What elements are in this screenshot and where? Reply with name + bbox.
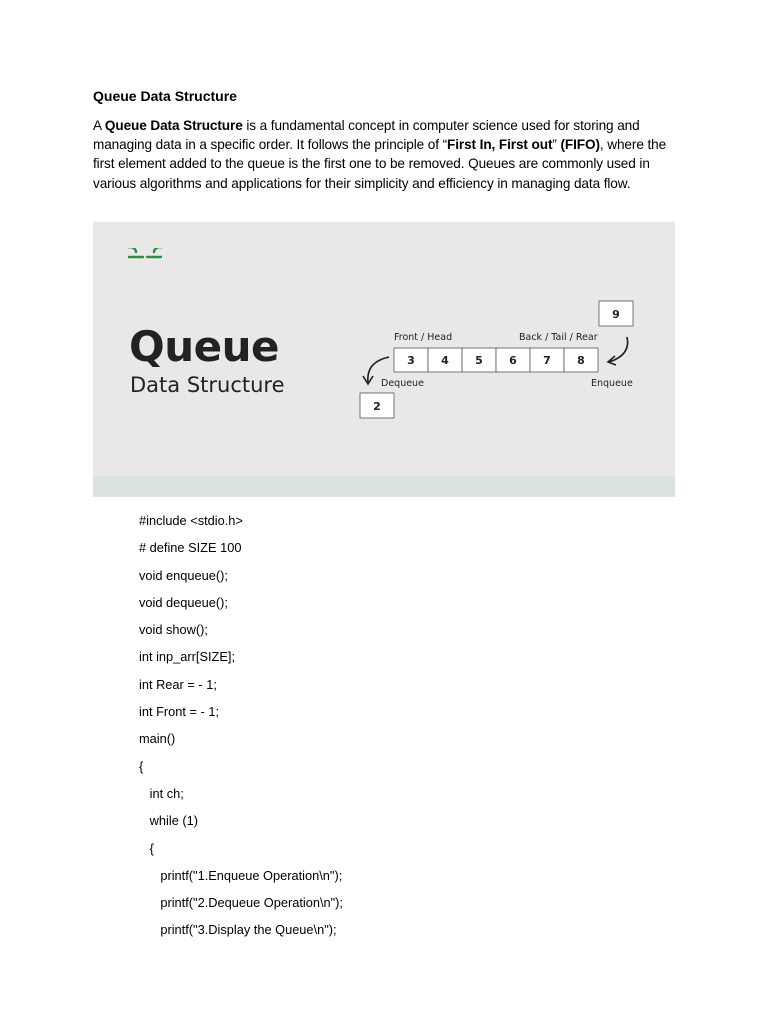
incoming-value: 9: [612, 308, 620, 321]
code-line: void enqueue();: [139, 567, 228, 583]
queue-cell-value: 7: [543, 354, 551, 367]
figure-title: Queue: [129, 322, 279, 371]
dequeue-label: Dequeue: [381, 378, 424, 389]
intro-text: A: [93, 118, 105, 133]
queue-cell: [462, 348, 496, 372]
queue-cells: [394, 348, 598, 372]
intro-paragraph: [93, 116, 678, 193]
code-line: void dequeue();: [139, 594, 228, 610]
code-line: printf("1.Enqueue Operation\n");: [139, 867, 343, 883]
queue-cell-value: 4: [441, 354, 449, 367]
page-title: Queue Data Structure: [93, 88, 237, 104]
code-line: while (1): [139, 813, 199, 829]
outgoing-box: [360, 393, 394, 418]
queue-cell-value: 8: [577, 354, 585, 367]
queue-cell-value: 6: [509, 354, 517, 367]
queue-cell-value: 5: [475, 354, 483, 367]
intro-bold-fifo: (FIFO): [560, 137, 600, 153]
code-line: printf("2.Dequeue Operation\n");: [139, 895, 343, 911]
front-label: Front / Head: [394, 332, 453, 343]
code-line: {: [139, 840, 154, 856]
code-line: int ch;: [139, 785, 184, 801]
code-line: int Front = - 1;: [139, 704, 220, 720]
queue-cell: [428, 348, 462, 372]
intro-text: ”: [552, 137, 561, 153]
code-line: printf("3.Display the Queue\n");: [139, 922, 337, 938]
enqueue-label: Enqueue: [591, 378, 633, 389]
back-label: Back / Tail / Rear: [519, 332, 598, 343]
code-line: int inp_arr[SIZE];: [139, 649, 236, 665]
intro-bold-principle: First In, First out: [447, 137, 553, 153]
incoming-box: [599, 301, 633, 326]
code-line: int Rear = - 1;: [139, 676, 217, 692]
code-line: {: [139, 758, 144, 774]
code-line: # define SIZE 100: [139, 540, 242, 556]
queue-cell-value: 3: [407, 354, 415, 367]
code-line: #include <stdio.h>: [139, 513, 243, 528]
intro-text: , where the first element added to the queue is the first one to be removed. Queues are commonly used in various algorithms and applications for their simplicity and efficiency in managing data flow.: [93, 137, 667, 191]
queue-cell: [496, 348, 530, 372]
queue-cell: [394, 348, 428, 372]
queue-cell: [530, 348, 564, 372]
intro-bold-term: Queue Data Structure: [104, 118, 243, 133]
figure-subtitle: Data Structure: [130, 373, 285, 397]
queue-diagram: [93, 222, 675, 497]
code-block: [139, 507, 343, 944]
queue-figure: [93, 222, 675, 497]
queue-cell: [564, 348, 598, 372]
outgoing-value: 2: [373, 400, 381, 413]
code-line: void show();: [139, 622, 208, 638]
intro-text: is a fundamental concept in computer science used for storing and managing data in a specific order. It follows the principle of “: [93, 118, 640, 153]
code-line: main(): [139, 731, 176, 747]
